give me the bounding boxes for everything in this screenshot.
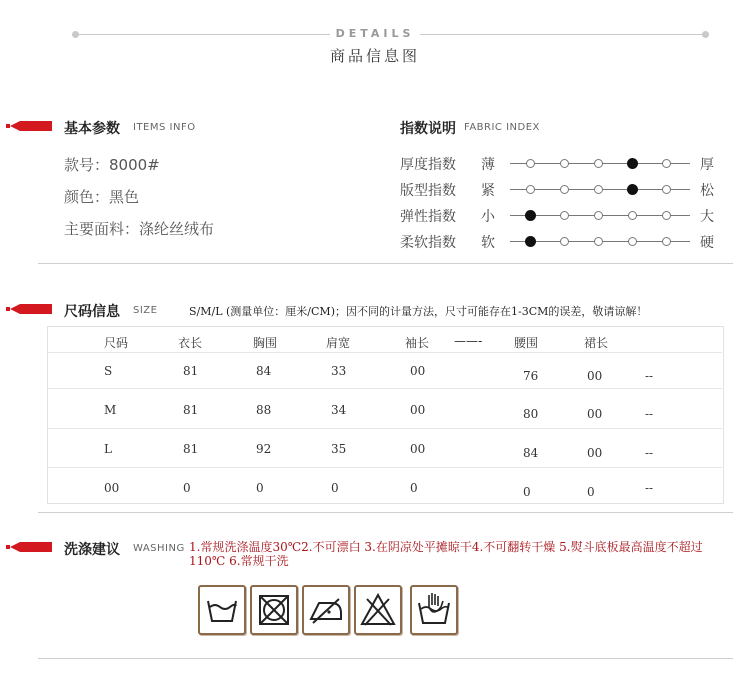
fabric-index-marker [627, 184, 638, 195]
fabric-index-tick [662, 211, 671, 220]
size-table-cell: 84 [256, 364, 272, 378]
header-title-en: DETAILS [0, 27, 750, 40]
header-title-cn: 商品信息图 [329, 47, 420, 65]
fabric-index-tick [526, 185, 535, 194]
fabric-index-tick [662, 185, 671, 194]
fabric-index-tick [594, 185, 603, 194]
fabric-index-label: 柔软指数 [400, 235, 456, 251]
size-table-header: ——- [454, 334, 483, 348]
section-flag-washing [20, 542, 52, 552]
fabric-index-tick [526, 159, 535, 168]
fabric-index-label: 厚度指数 [400, 157, 456, 173]
fabric-index-min-label: 紧 [481, 183, 495, 199]
fabric-index-tick [594, 159, 603, 168]
size-table-cell: 35 [331, 442, 347, 456]
size-table-cell: 84 [523, 446, 539, 460]
fabric-index-tick [560, 211, 569, 220]
size-table-cell: 0 [410, 481, 418, 495]
washing-title: 洗涤建议 [64, 542, 120, 558]
fabric-index-marker [627, 158, 638, 169]
section-flag-size [20, 304, 52, 314]
size-table-cell: 34 [331, 403, 347, 417]
fabric-index-tick [628, 211, 637, 220]
fabric-index-min-label: 小 [481, 209, 495, 225]
size-title: 尺码信息 [64, 304, 120, 320]
size-table-cell: 33 [331, 364, 347, 378]
size-note: S/M/L (测量单位：厘米/CM)；因不同的计量方法，尺寸可能存在1-3CM的误差，敬请谅解！ [189, 305, 648, 318]
fabric-index-max-label: 松 [700, 183, 714, 199]
fabric-index-label: 弹性指数 [400, 209, 456, 225]
size-table-cell: 00 [410, 403, 426, 417]
size-table-row-divider [48, 388, 722, 389]
fabric-index-tick [594, 237, 603, 246]
no-tumble-dry-icon [250, 585, 298, 635]
size-table-header: 袖长 [405, 336, 430, 350]
size-table-row-divider [48, 428, 722, 429]
size-title-en: SIZE [133, 305, 158, 316]
size-table-cell: -- [645, 407, 654, 421]
washing-title-en: WASHING [133, 543, 185, 554]
divider [38, 263, 733, 264]
size-table-header: 尺码 [104, 336, 129, 350]
size-table-cell: 00 [587, 407, 603, 421]
fabric-index-tick [560, 185, 569, 194]
basic-fabric: 主要面料：涤纶丝绒布 [64, 220, 215, 238]
size-table-cell: 00 [410, 442, 426, 456]
divider [38, 512, 733, 513]
fabric-index-max-label: 硬 [700, 235, 714, 251]
section-flag-basic [20, 121, 52, 131]
size-table-size-cell: M [104, 403, 117, 417]
fabric-index-tick [662, 159, 671, 168]
basic-style-number: 款号：8000# [64, 156, 160, 174]
basic-color: 颜色：黑色 [64, 188, 140, 206]
size-table-cell: 80 [523, 407, 539, 421]
fabric-index-max-label: 大 [700, 209, 714, 225]
fabric-index-tick [560, 159, 569, 168]
size-table-size-cell: L [104, 442, 112, 456]
fabric-index-marker [525, 210, 536, 221]
size-table-cell: 81 [183, 442, 199, 456]
size-table-header: 裙长 [584, 336, 609, 350]
basic-title-en: ITEMS INFO [133, 122, 196, 133]
size-table-cell: -- [645, 481, 654, 495]
wash-tub-icon [198, 585, 246, 635]
fabric-index-marker [525, 236, 536, 247]
size-table-cell: 92 [256, 442, 272, 456]
size-table-cell: 00 [410, 364, 426, 378]
size-table-cell: 88 [256, 403, 272, 417]
size-table-cell: 81 [183, 403, 199, 417]
fabric-title: 指数说明 [400, 121, 456, 137]
fabric-index-tick [560, 237, 569, 246]
size-table-header: 胸围 [253, 336, 278, 350]
fabric-index-tick [594, 211, 603, 220]
washing-instructions-line2: 110℃ 6.常规干洗 [189, 554, 289, 568]
fabric-index-min-label: 软 [481, 235, 495, 251]
size-table-cell: 0 [331, 481, 339, 495]
size-table-header: 肩宽 [326, 336, 351, 350]
fabric-index-label: 版型指数 [400, 183, 456, 199]
size-table-header: 衣长 [178, 336, 203, 350]
size-table-cell: 00 [587, 446, 603, 460]
size-table-cell: 0 [523, 485, 531, 499]
fabric-index-min-label: 薄 [481, 157, 495, 173]
no-bleach-icon [354, 585, 402, 635]
fabric-title-en: FABRIC INDEX [464, 122, 540, 133]
size-table-cell: 0 [183, 481, 191, 495]
size-table-cell: 0 [587, 485, 595, 499]
size-table-cell: -- [645, 369, 654, 383]
size-table-cell: -- [645, 446, 654, 460]
size-table-size-cell: 00 [104, 481, 120, 495]
fabric-index-max-label: 厚 [700, 157, 714, 173]
size-table-cell: 76 [523, 369, 539, 383]
divider [38, 658, 733, 659]
size-table-header: 腰围 [514, 336, 539, 350]
basic-title: 基本参数 [64, 121, 120, 137]
size-table-cell: 81 [183, 364, 199, 378]
fabric-index-tick [628, 237, 637, 246]
fabric-index-tick [662, 237, 671, 246]
size-table-cell: 0 [256, 481, 264, 495]
size-table-size-cell: S [104, 364, 113, 378]
size-table-row-divider [48, 352, 722, 353]
hand-wash-icon [410, 585, 458, 635]
washing-instructions-line1: 1.常规洗涤温度30℃2.不可漂白 3.在阴凉处平摊晾干4.不可翻转干燥 5.熨斗底板最高温度不超过 [189, 540, 703, 554]
iron-icon [302, 585, 350, 635]
size-table-row-divider [48, 467, 722, 468]
size-table-cell: 00 [587, 369, 603, 383]
